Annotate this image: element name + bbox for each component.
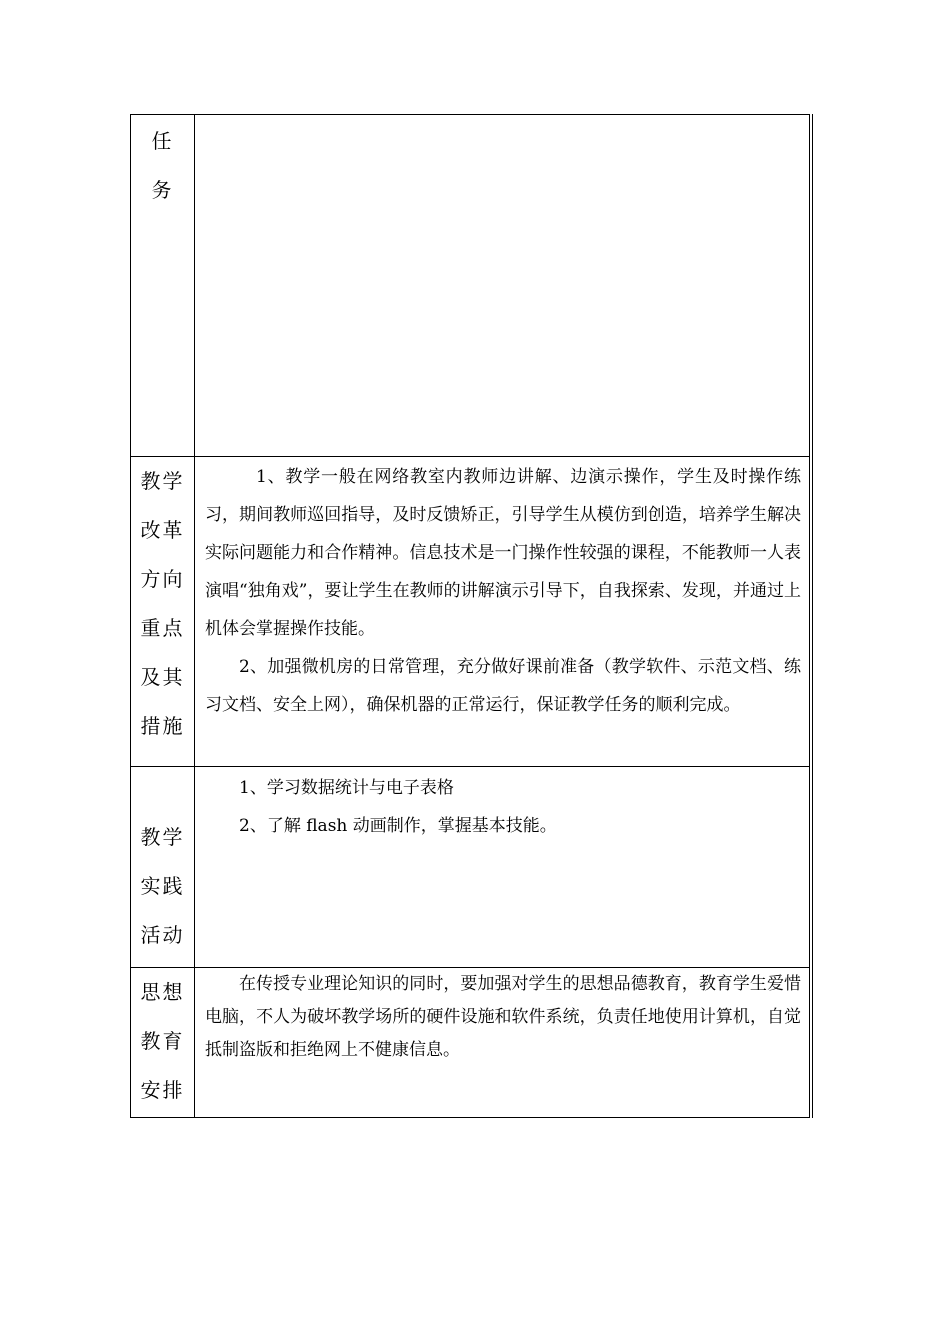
content-block — [195, 767, 809, 845]
content-block — [195, 968, 809, 1067]
label-line: 教育 — [140, 1029, 185, 1053]
label-line: 重点 — [140, 616, 185, 640]
label-line: 教学 — [140, 469, 185, 493]
paragraph: 2、加强微机房的日常管理，充分做好课前准备（教学软件、示范文档、练习文档、安全上网），确保机器的正常运行，保证教学任务的顺利完成。 — [205, 657, 801, 715]
label-line: 任 — [151, 129, 174, 153]
table-row-reform — [131, 457, 810, 767]
plan-table — [130, 114, 810, 1118]
label-line: 教学 — [140, 825, 185, 849]
label-line: 方向 — [140, 567, 185, 591]
content-cell-reform — [195, 457, 810, 767]
label-line: 改革 — [140, 518, 185, 542]
label-cell — [131, 968, 195, 1118]
table-row-practice — [131, 767, 810, 968]
content-cell-practice — [195, 767, 810, 968]
label-cell — [131, 457, 195, 767]
label-line: 活动 — [140, 923, 185, 947]
row-label-task — [131, 115, 194, 215]
paragraph: 1、教学一般在网络教室内教师边讲解、边演示操作，学生及时操作练习，期间教师巡回指导，及时反馈矫正，引导学生从模仿到创造，培养学生解决实际问题能力和合作精神。信息技术是一门操作性较强的课程，不能教师一人表演唱“独角戏”，要让学生在教师的讲解演示引导下，自我探索、发现，并通过上机体会掌握操作技能。 — [205, 467, 801, 639]
label-line: 务 — [151, 178, 174, 202]
row-label-ideology — [131, 968, 194, 1115]
table-outer-rule — [812, 114, 813, 1118]
label-cell — [131, 115, 195, 457]
content-cell-ideology — [195, 968, 810, 1118]
row-label-reform — [131, 457, 194, 751]
content-cell-task — [195, 115, 810, 457]
table-row-ideology — [131, 968, 810, 1118]
label-line: 实践 — [140, 874, 185, 898]
content-block — [195, 457, 809, 724]
label-line: 措施 — [140, 714, 185, 738]
label-line: 思想 — [140, 980, 185, 1004]
label-line: 安排 — [140, 1078, 185, 1102]
label-line: 及其 — [140, 665, 185, 689]
paragraph: 1、学习数据统计与电子表格 — [239, 778, 454, 798]
table-row-task — [131, 115, 810, 457]
paragraph: 2、了解 flash 动画制作，掌握基本技能。 — [239, 816, 557, 836]
label-cell — [131, 767, 195, 968]
paragraph: 在传授专业理论知识的同时，要加强对学生的思想品德教育，教育学生爱惜电脑，不人为破坏教学场所的硬件设施和软件系统，负责任地使用计算机，自觉抵制盗版和拒绝网上不健康信息。 — [205, 974, 801, 1060]
row-label-practice — [131, 767, 194, 960]
